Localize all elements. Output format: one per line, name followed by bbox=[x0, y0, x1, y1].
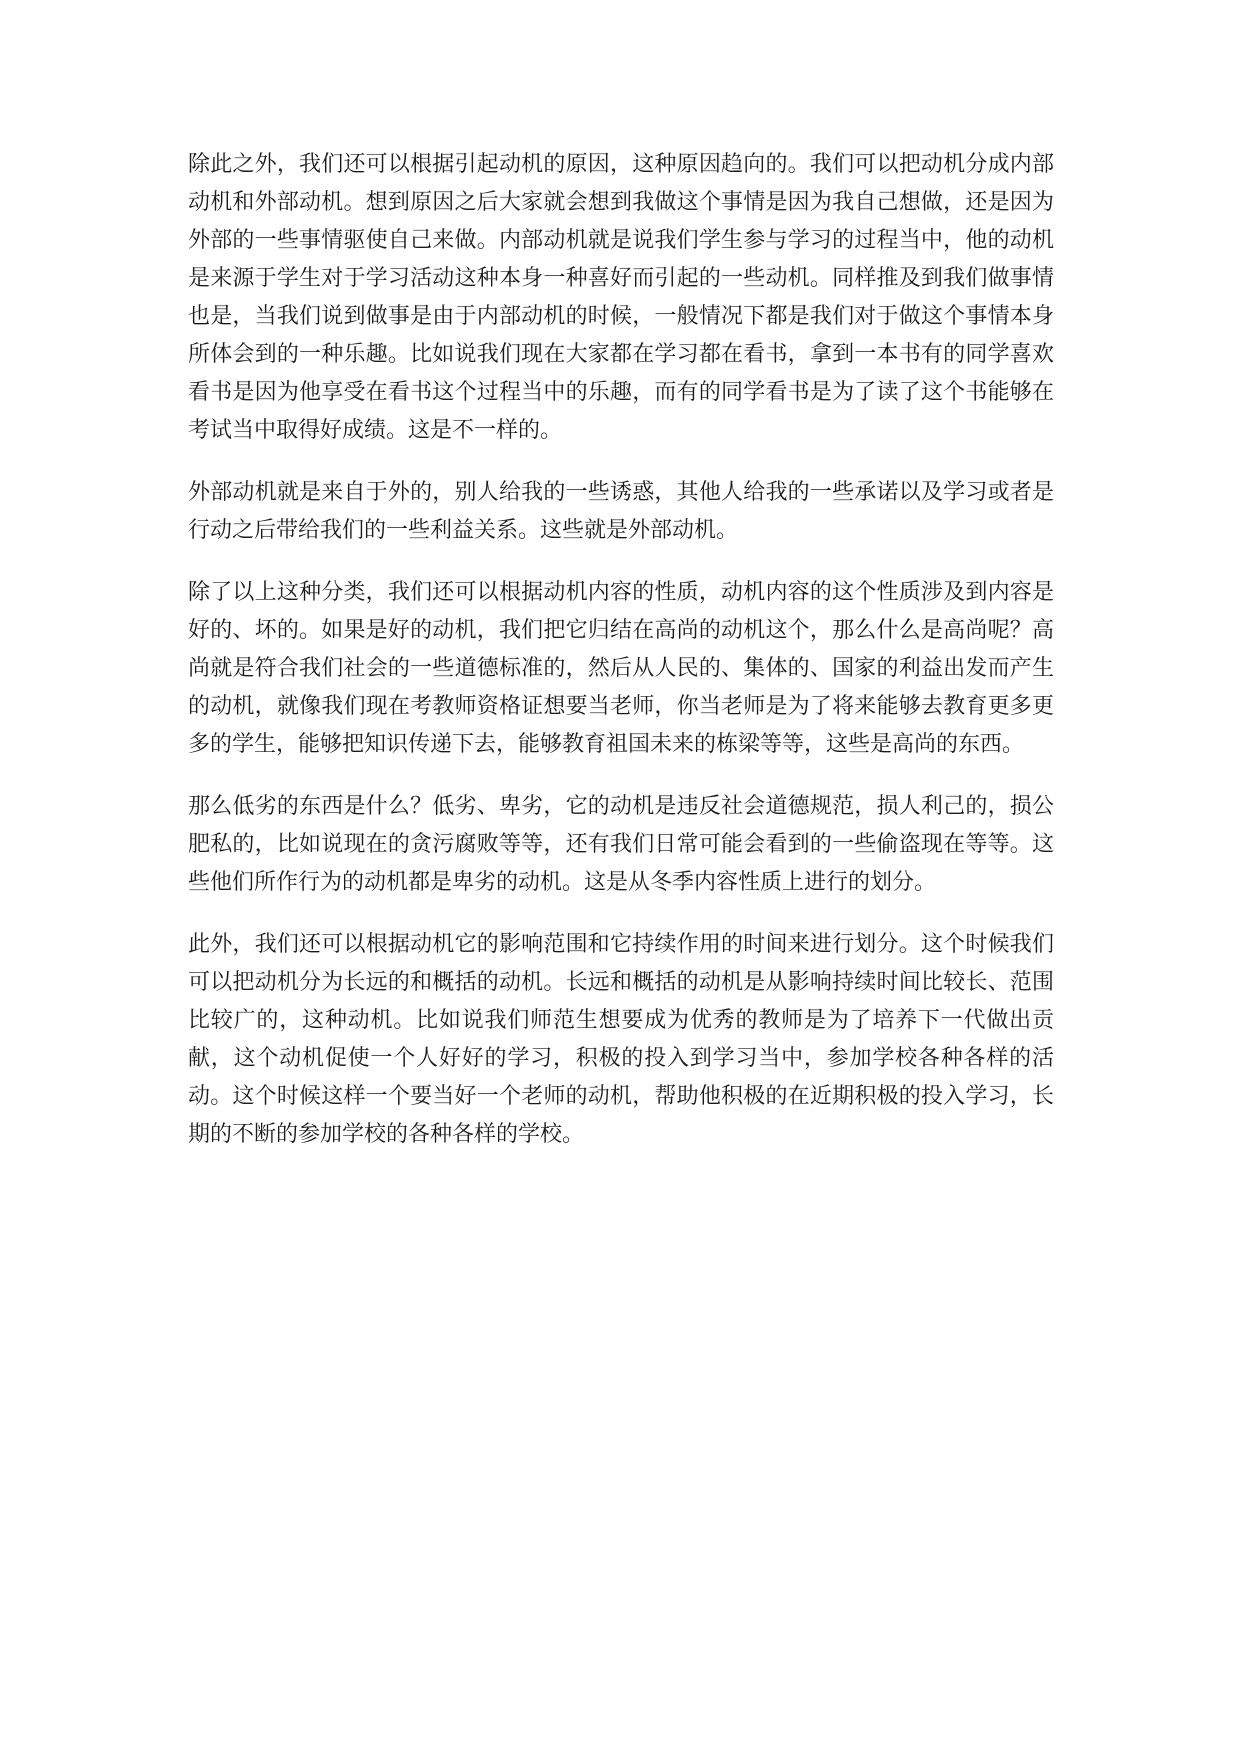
document-body bbox=[188, 146, 1054, 1178]
paragraph-5: 此外，我们还可以根据动机它的影响范围和它持续作用的时间来进行划分。这个时候我们可以把动机分为长远的和概括的动机。长远和概括的动机是从影响持续时间比较长、范围比较广的，这种动机。比如说我们师范生想要成为优秀的教师是为了培养下一代做出贡献，这个动机促使一个人好好的学习，积极的投入到学习当中，参加学校各种各样的活动。这个时候这样一个要当好一个老师的动机，帮助他积极的在近期积极的投入学习，长期的不断的参加学校的各种各样的学校。 bbox=[188, 932, 1054, 1147]
paragraph-4: 那么低劣的东西是什么？低劣、卑劣，它的动机是违反社会道德规范，损人利己的，损公肥私的，比如说现在的贪污腐败等等，还有我们日常可能会看到的一些偷盗现在等等。这些他们所作行为的动机都是卑劣的动机。这是从冬季内容性质上进行的划分。 bbox=[188, 794, 1054, 895]
paragraph-2: 外部动机就是来自于外的，别人给我的一些诱惑，其他人给我的一些承诺以及学习或者是行动之后带给我们的一些利益关系。这些就是外部动机。 bbox=[188, 480, 1054, 543]
paragraph-1: 除此之外，我们还可以根据引起动机的原因，这种原因趋向的。我们可以把动机分成内部动机和外部动机。想到原因之后大家就会想到我做这个事情是因为我自己想做，还是因为外部的一些事情驱使自己来做。内部动机就是说我们学生参与学习的过程当中，他的动机是来源于学生对于学习活动这种本身一种喜好而引起的一些动机。同样推及到我们做事情也是，当我们说到做事是由于内部动机的时候，一般情况下都是我们对于做这个事情本身所体会到的一种乐趣。比如说我们现在大家都在学习都在看书，拿到一本书有的同学喜欢看书是因为他享受在看书这个过程当中的乐趣，而有的同学看书是为了读了这个书能够在考试当中取得好成绩。这是不一样的。 bbox=[188, 152, 1054, 443]
paragraph-3: 除了以上这种分类，我们还可以根据动机内容的性质，动机内容的这个性质涉及到内容是好的、坏的。如果是好的动机，我们把它归结在高尚的动机这个，那么什么是高尚呢？高尚就是符合我们社会的一些道德标准的，然后从人民的、集体的、国家的利益出发而产生的动机，就像我们现在考教师资格证想要当老师，你当老师是为了将来能够去教育更多更多的学生，能够把知识传递下去，能够教育祖国未来的栋梁等等，这些是高尚的东西。 bbox=[188, 580, 1054, 757]
